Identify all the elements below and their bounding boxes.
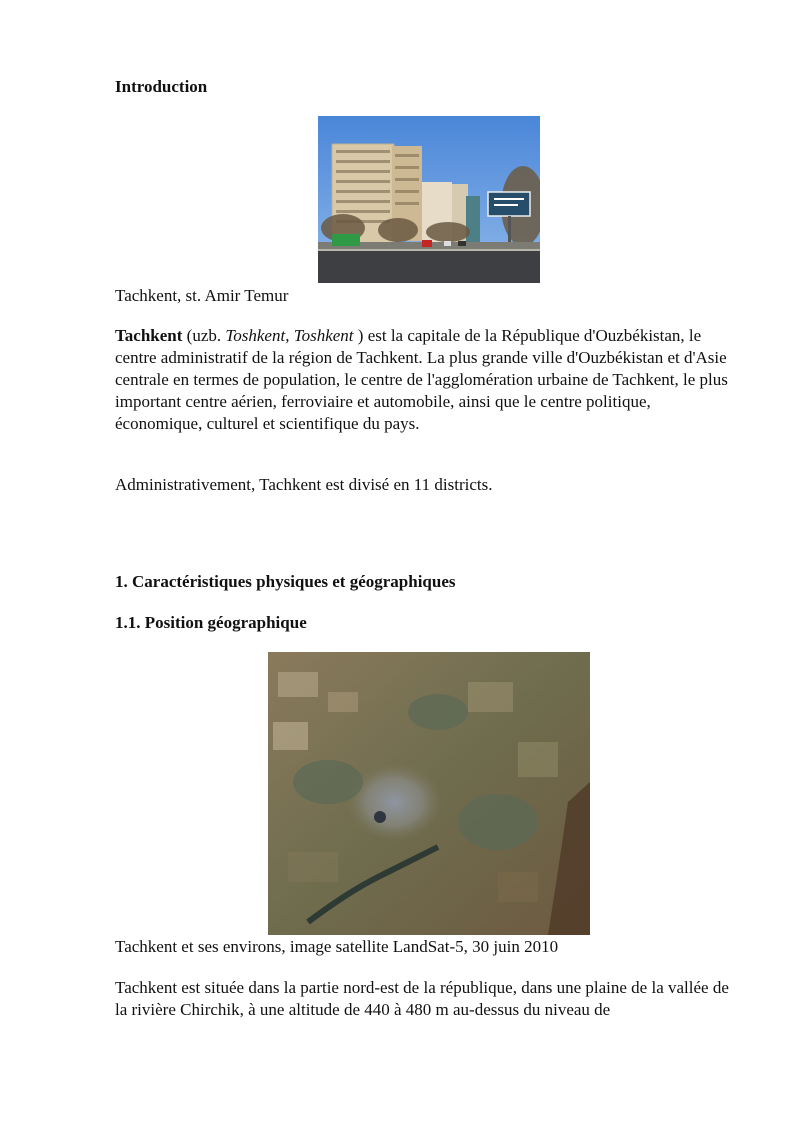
intro-paragraph [115,325,740,435]
lead-pre: (uzb. [182,326,226,345]
section-heading: 1. Caractéristiques physiques et géographiques [115,572,456,591]
intro-heading: Introduction [115,77,208,96]
lead-post: ) est la capitale de la République d'Ouzbékistan, le centre administratif de la région de Tachkent. La plus grande ville d'Ouzbékistan et d'Asie centrale en termes de population, le centre de l'agglomération urbaine de Tachkent, le plus important centre aérien, ferroviaire et automobile, ainsi que le centre politique, économique, culturel et scientifique du pays. [115,326,728,433]
street-photo [318,116,540,283]
subsection-heading: 1.1. Position géographique [115,613,307,632]
admin-paragraph: Administrativement, Tachkent est divisé en 11 districts. [115,475,493,494]
lead-italic: Toshkent, Toshkent [225,326,354,345]
photo-caption: Tachkent, st. Amir Temur [115,286,289,305]
position-paragraph: Tachkent est située dans la partie nord-est de la république, dans une plaine de la vallée de la rivière Chirchik, à une altitude de 440 à 480 m au-dessus du niveau de [115,978,729,1019]
lead-bold-term: Tachkent [115,326,183,345]
satellite-caption: Tachkent et ses environs, image satellite LandSat-5, 30 juin 2010 [115,937,559,956]
satellite-image [268,652,590,935]
